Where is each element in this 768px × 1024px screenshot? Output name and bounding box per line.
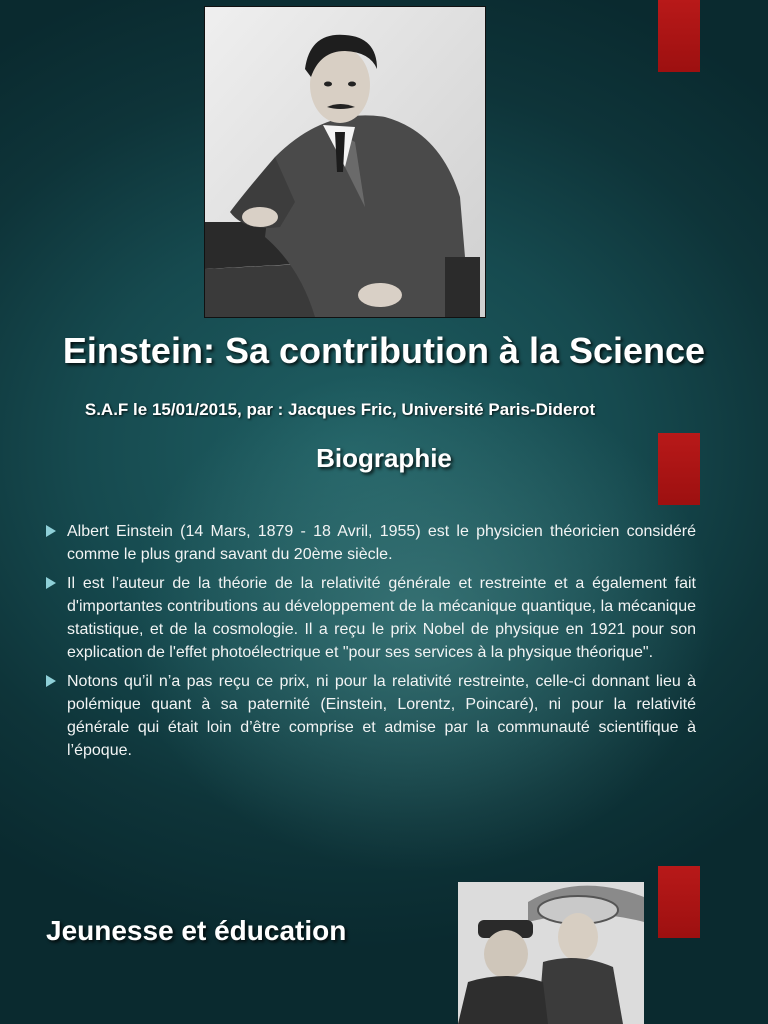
- children-photo: [458, 882, 644, 1024]
- list-item: [46, 670, 696, 762]
- red-accent-bar: [658, 866, 700, 938]
- red-accent-bar: [658, 0, 700, 72]
- einstein-portrait-photo: [204, 6, 486, 318]
- section-heading-jeunesse: Jeunesse et éducation: [46, 915, 347, 946]
- slide-title: Einstein: Sa contribution à la Science: [62, 330, 706, 371]
- triangle-bullet-icon: [46, 525, 56, 537]
- list-item: [46, 520, 696, 566]
- bullet-list: [46, 520, 696, 768]
- triangle-bullet-icon: [46, 675, 56, 687]
- bullet-text: Notons qu’il n’a pas reçu ce prix, ni pour la relativité restreinte, celle-ci donnant lieu à polémique quant à sa paternité (Einstein, Lorentz, Poincaré), ni pour la relativité générale qui était loin d’être comprise et admise par la communauté scientifique à l’époque.: [67, 673, 696, 759]
- bullet-text: Il est l’auteur de la théorie de la relativité générale et restreinte et a également fait d'importantes contributions au développement de la mécanique quantique, la mécanique statistique, et de la cosmologie. Il a reçu le prix Nobel de physique en 1921 pour son explication de l'effet photoélectrique et "pour ses services à la physique théorique".: [67, 575, 696, 661]
- section-heading-biographie: Biographie: [316, 443, 452, 473]
- list-item: [46, 572, 696, 664]
- slide-subtitle: S.A.F le 15/01/2015, par : Jacques Fric, Université Paris-Diderot: [84, 400, 596, 419]
- triangle-bullet-icon: [46, 577, 56, 589]
- bullet-text: Albert Einstein (14 Mars, 1879 - 18 Avril, 1955) est le physicien théoricien considéré comme le plus grand savant du 20ème siècle.: [67, 523, 696, 563]
